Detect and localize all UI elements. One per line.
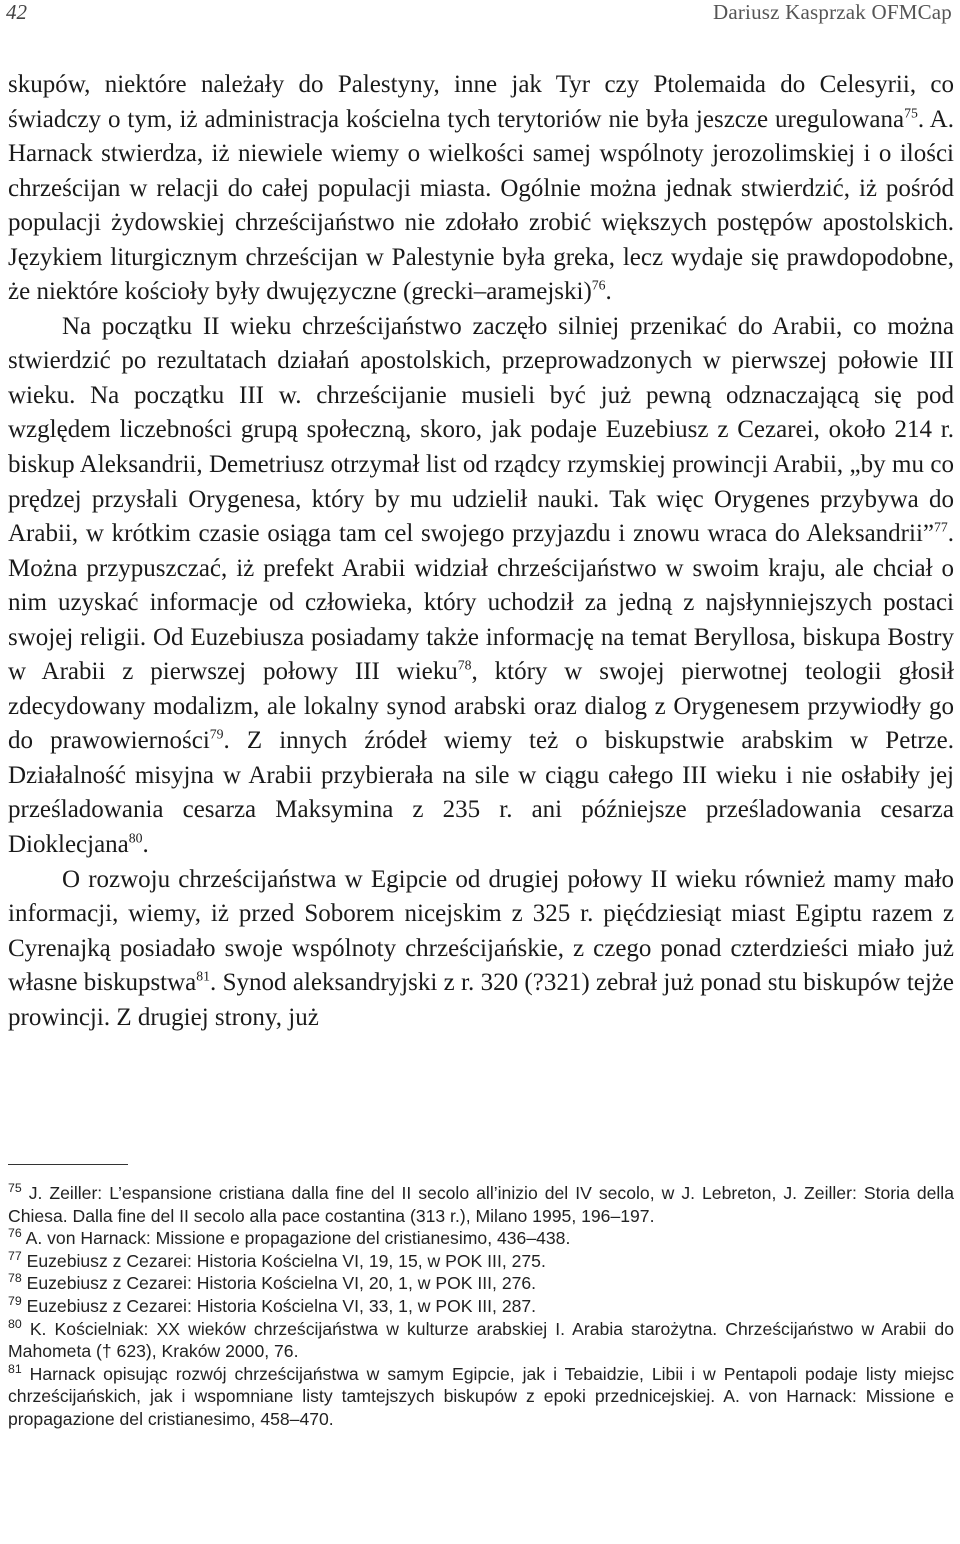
footnote: $^{81}$ Harnack opisując rozwój chrześcijaństwa w samym Egipcie, jak i Tebaidzie, Libii i w Pentapoli podaje listy miejsc chrześcijańskich, jak i wspomniane listy tamtejszych biskupów z epoki przednicejskiej. A. von Harnack: Missione e propagazione del cristianesimo, 458–470. (8, 1361, 954, 1429)
running-head: Dariusz Kasprzak OFMCap (712, 0, 952, 24)
footnote-ref-80[interactable]: 80 (128, 830, 143, 846)
paragraph-1: skupów, niektóre należały do Palestyny, inne jak Tyr czy Ptolemaida do Celesyrii, co świadczy o tym, iż administracja kościelna tych terytoriów nie była jeszcze uregulowana$^{75}$. A. Harnack stwierdza, iż niewiele wiemy o wielkości samej wspólnoty jerozolimskiej i o ilości chrześcijan w relacji do całej populacji miasta. Ogólnie można jednak stwierdzić, iż pośród populacji żydowskiej chrześcijaństwo nie zdołało zrobić większych postępów apostolskich. Językiem liturgicznym chrześcijan w Palestynie była greka, lecz wydaje się prawdopodobne, że niektóre kościoły były dwujęzyczne (grecki–aramejski)$^{76}$. (8, 71, 954, 306)
page-header (0, 0, 960, 40)
footnote-separator (8, 1164, 128, 1165)
footnote: $^{78}$ Euzebiusz z Cezarei: Historia Kościelna VI, 20, 1, w POK III, 276. (8, 1271, 537, 1294)
footnote-ref-78[interactable]: 78 (457, 657, 472, 673)
page-number: 42 (6, 0, 27, 24)
main-text (8, 68, 954, 1035)
footnotes (8, 1182, 954, 1431)
footnote-ref-81[interactable]: 81 (196, 968, 211, 984)
footnote-ref-79[interactable]: 79 (209, 727, 224, 743)
footnote: $^{75}$ J. Zeiller: L’espansione cristiana dalla fine del II secolo all’inizio del IV secolo, w J. Lebreton, J. Zeiller: Storia della Chiesa. Dalla fine del II secolo alla pace costantina (313 r.), Milano 1995, 196–197. (8, 1181, 954, 1226)
footnote: $^{77}$ Euzebiusz z Cezarei: Historia Kościelna VI, 19, 15, w POK III, 275. (8, 1248, 546, 1271)
footnote: $^{80}$ K. Kościelniak: XX wieków chrześcijaństwa w kulturze arabskiej I. Arabia starożytna. Chrześcijaństwo w Arabii do Mahometa († 623), Kraków 2000, 76. (8, 1316, 954, 1362)
footnote: $^{76}$ A. von Harnack: Missione e propagazione del cristianesimo, 436–438. (8, 1226, 571, 1249)
footnote-ref-75[interactable]: 75 (904, 105, 918, 121)
footnote: $^{79}$ Euzebiusz z Cezarei: Historia Kościelna VI, 33, 1, w POK III, 287. (8, 1294, 537, 1316)
paragraph-2: Na początku II wieku chrześcijaństwo zaczęło silniej przenikać do Arabii, co można stwierdzić po rezultatach działań apostolskich, przeprowadzonych w pierwszej połowie III wieku. Na początku III w. chrześcijanie musieli być już pewną odznaczającą się pod względem liczebności grupą społeczną, skoro, jak podaje Euzebiusz z Cezarei, około 214 r. biskup Aleksandrii, Demetriusz otrzymał list od rządcy rzymskiej prowincji Arabii, „by mu co prędzej przysłali Orygenesa, który by mu udzielił nauki. Tak więc Orygenes przybywa do Arabii, w krótkim czasie osiąga tam cel swojego przyjazdu i znowu wraca do Aleksandrii”$^{77}$. Można przypuszczać, iż prefekt Arabii widział chrześcijaństwo w swoim kraju, ale chciał o nim uzyskać informacje od człowieka, który uchodził za jedną z najsłynniejszych postaci swojej religii. Od Euzebiusza posiadamy także informację na temat Beryllosa, biskupa Bostry w Arabii z pierwszej połowy III wieku$^{78}$, który w swojej pierwotnej teologii głosił zdecydowany modalizm, ale lokalny synod arabski oraz dialog z Orygenesem przywiodły go do prawowierności$^{79}$. Z innych źródeł wiemy też o biskupstwie arabskim w Petrze. Działalność misyjna w Arabii przybierała na sile w ciągu całego III wieku i nie osłabiły jej prześladowania cesarza Maksymina z 235 r. ani późniejsze prześladowania cesarza Dioklecjana$^{80}$. (8, 312, 955, 859)
paragraph-3: O rozwoju chrześcijaństwa w Egipcie od drugiej połowy II wieku również mamy mało informacji, wiemy, iż przed Soborem nicejskim z 325 r. pięćdziesiąt miast Egiptu razem z Cyrenajką posiadało swoje wspólnoty chrześcijańskie, z czego ponad czterdzieści miało już własne biskupstwa$^{81}$. Synod aleksandryjski z r. 320 (?321) zebrał już ponad stu biskupów tejże prowincji. Z drugiej strony, już (8, 865, 954, 1031)
footnote-ref-76[interactable]: 76 (591, 277, 606, 293)
footnote-ref-77[interactable]: 77 (934, 519, 948, 535)
